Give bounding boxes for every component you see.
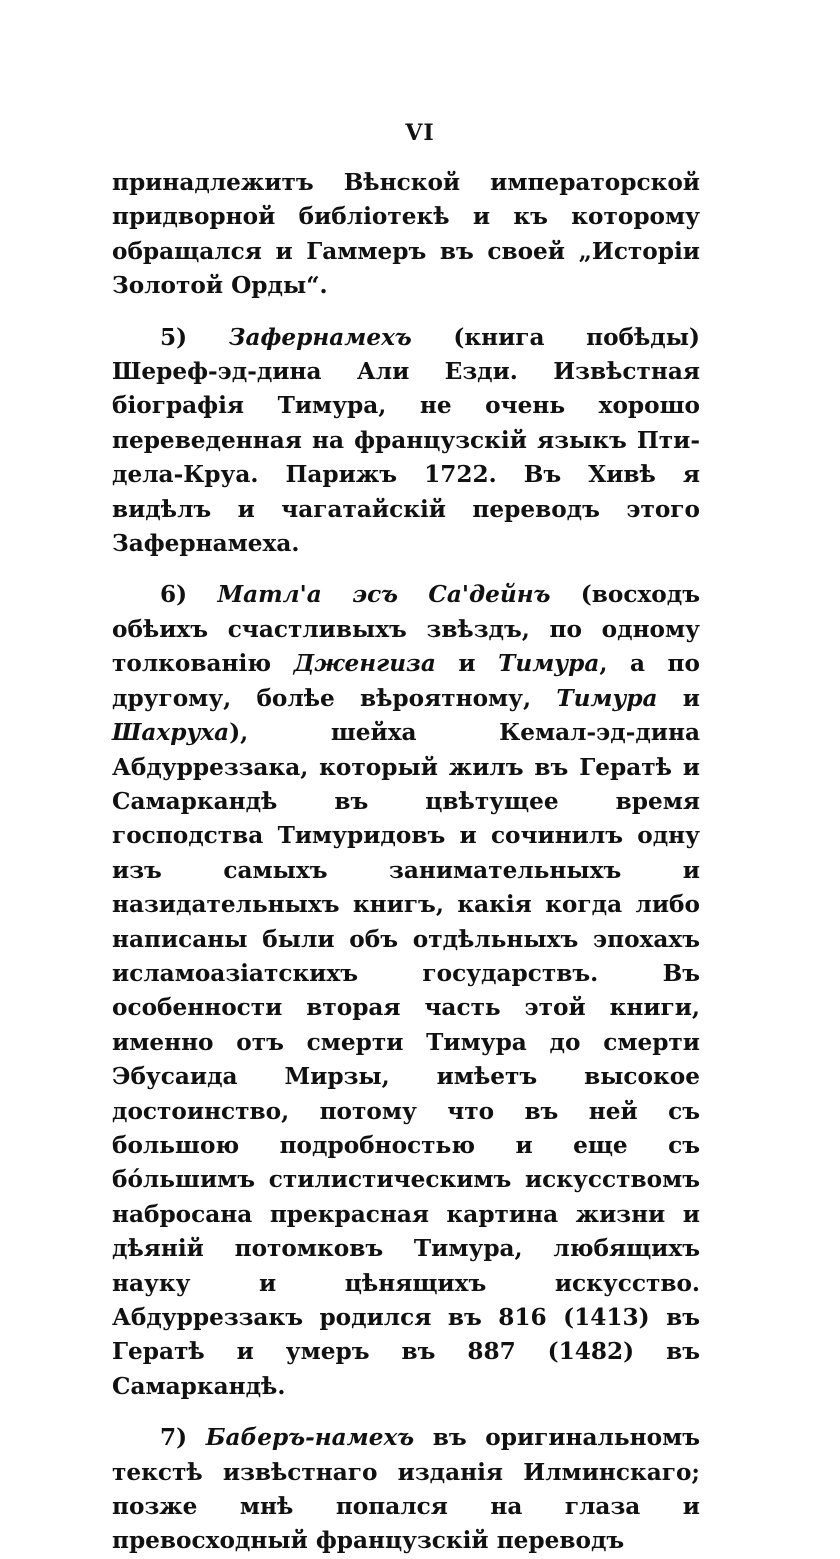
text-run: и <box>657 684 700 712</box>
italic-title: Тимура <box>556 684 658 712</box>
italic-title: Матл'а эсъ Са'дейнъ <box>217 581 551 609</box>
text-run: ), шейха Кемал-эд-дина Абдурреззака, который жилъ въ Гератѣ и Самаркандѣ въ цвѣтущее время господства Тимуридовъ и сочинилъ одну изъ самыхъ занимательныхъ и назидательныхъ книгъ, какія когда либо написаны были объ отдѣльныхъ эпохахъ исламоазіатскихъ государствъ. Въ особенности вторая часть этой книги, именно отъ смерти Тимура до смерти Эбусаида Мирзы, имѣетъ высокое достоинство, потому что въ ней съ большою подробностью и еще съ бóльшимъ стилистическимъ искусствомъ набросана прекрасная картина жизни и дѣяній потомковъ Тимура, любящихъ науку и цѣнящихъ искусство. Абдурреззакъ родился въ 816 (1413) въ Гератѣ и умеръ въ 887 (1482) въ Самаркандѣ. <box>112 719 700 1400</box>
italic-title: Дженгиза <box>293 650 436 678</box>
paragraph-item-5 <box>112 321 700 562</box>
italic-title: Шахруха <box>112 719 230 747</box>
text-run: принадлежитъ Вѣнской императорской придворной библіотекѣ и къ которому обращался и Гаммеръ въ своей „Исторіи Золотой Орды“. <box>112 169 700 300</box>
text-run: 6) <box>160 581 218 609</box>
body-text <box>112 166 700 1559</box>
text-run: и <box>435 650 499 678</box>
text-run: (книга побѣды) Шереф-эд-дина Али Езди. Извѣстная біографія Тимура, не очень хорошо переведенная на французскій языкъ Пти-дела-Круа. Парижъ 1722. Въ Хивѣ я видѣлъ и чагатайскій переводъ этого Зафернамеха. <box>112 323 700 558</box>
paragraph-continuation <box>112 166 700 304</box>
italic-title: Тимура <box>498 650 600 678</box>
italic-title: Баберъ-намехъ <box>205 1424 415 1452</box>
text-run: въ оригинальномъ текстѣ извѣстнаго изданія Илминскаго; позже мнѣ попался на глаза и превосходный французскій переводъ <box>112 1424 701 1555</box>
paragraph-item-7 <box>112 1421 700 1559</box>
italic-title: Зафернамехъ <box>228 323 412 351</box>
page-number: VI <box>405 120 435 146</box>
paragraph-item-6 <box>112 578 700 1404</box>
text-run: 5) <box>160 323 229 351</box>
text-run: , а по другому, болѣе вѣроятному, <box>112 650 700 712</box>
text-run: (восходъ обѣихъ счастливыхъ звѣздъ, по одному толкованію <box>112 581 700 678</box>
text-run: 7) <box>160 1424 206 1452</box>
